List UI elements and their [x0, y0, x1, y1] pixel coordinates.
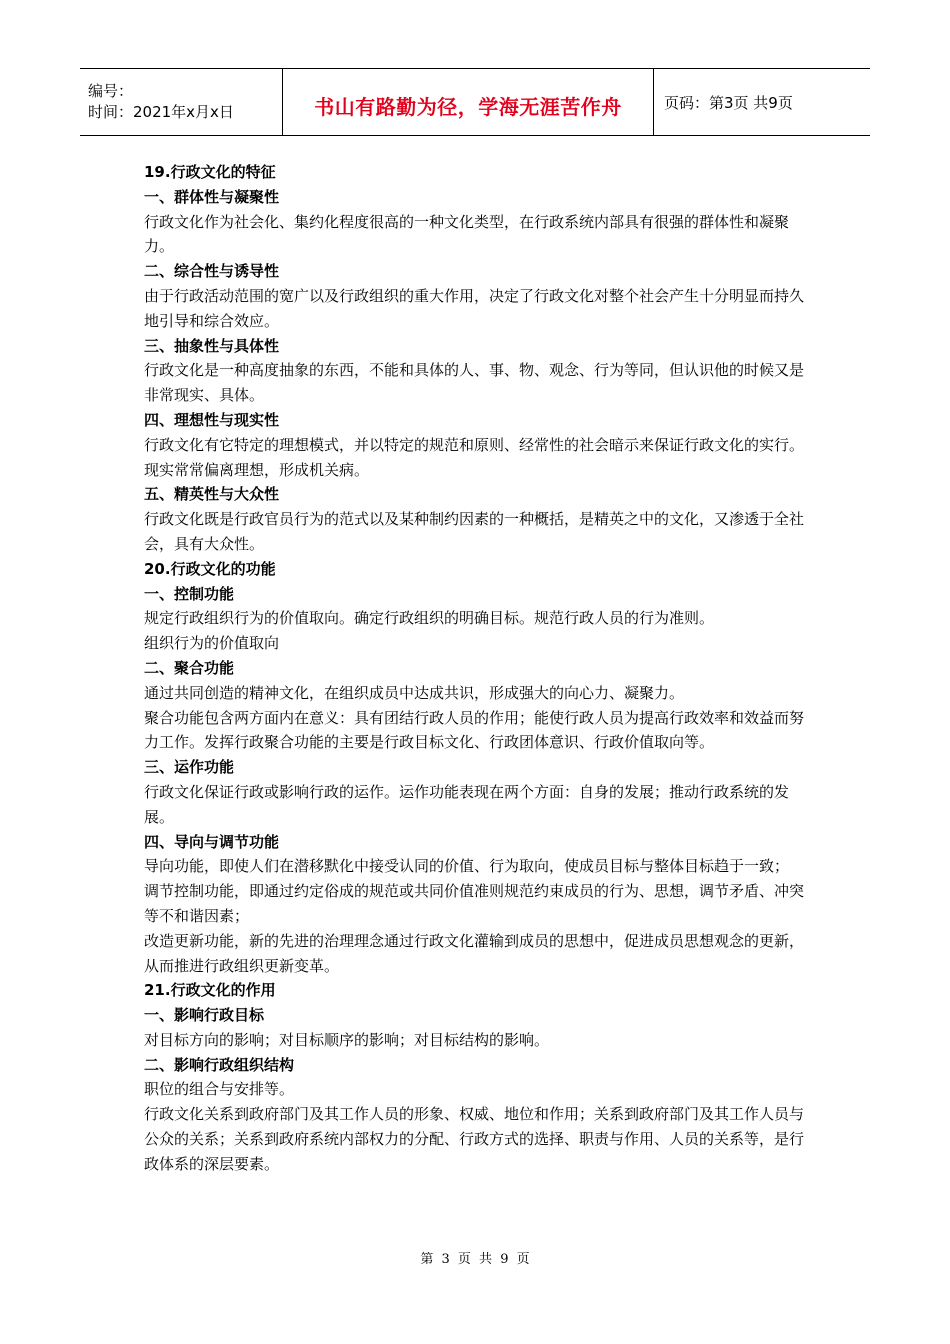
section-heading: 19.行政文化的特征	[144, 163, 276, 181]
section-heading: 三、抽象性与具体性	[144, 336, 280, 355]
paragraph: 通过共同创造的精神文化，在组织成员中达成共识，形成强大的向心力、凝聚力。	[144, 683, 685, 702]
section-heading: 四、理想性与现实性	[144, 410, 280, 429]
motto: 书山有路勤为径，学海无涯苦作舟	[314, 94, 622, 119]
paragraph: 由于行政活动范围的宽广以及行政组织的重大作用，决定了行政文化对整个社会产生十分明显而持久地引导和综合效应。	[144, 286, 805, 330]
header-page-info-cell	[654, 69, 870, 135]
section-heading: 一、群体性与凝聚性	[144, 187, 280, 206]
section-heading: 二、综合性与诱导性	[144, 262, 280, 281]
document-number-label: 编号：	[88, 82, 134, 100]
section-heading: 20.行政文化的功能	[144, 559, 276, 578]
section-heading: 五、精英性与大众性	[144, 485, 280, 504]
section-heading: 一、影响行政目标	[144, 1006, 265, 1025]
page-footer: 第 3 页 共 9 页	[420, 1252, 530, 1267]
section-heading: 21.行政文化的作用	[144, 981, 276, 1000]
paragraph: 导向功能，即使人们在潜移默化中接受认同的价值、行为取向，使成员目标与整体目标趋于一致；	[144, 857, 790, 876]
paragraph: 行政文化有它特定的理想模式，并以特定的规范和原则、经常性的社会暗示来保证行政文化的实行。现实常常偏离理想，形成机关病。	[144, 435, 805, 479]
header-meta	[80, 69, 282, 135]
paragraph: 行政文化既是行政官员行为的范式以及某种制约因素的一种概括，是精英之中的文化，又渗透于全社会，具有大众性。	[144, 510, 805, 553]
page-info: 页码：第3页 共9页	[664, 93, 793, 112]
paragraph: 行政文化关系到政府部门及其工作人员的形象、权威、地位和作用；关系到政府部门及其工作人员与公众的关系；关系到政府系统内部权力的分配、行政方式的选择、职责与作用、人员的关系等，是行政体系的深层要素。	[144, 1105, 805, 1173]
header-motto-cell	[282, 69, 654, 135]
paragraph: 组织行为的价值取向	[144, 634, 280, 653]
section-heading: 三、运作功能	[144, 758, 235, 777]
paragraph: 规定行政组织行为的价值取向。确定行政组织的明确目标。规范行政人员的行为准则。	[144, 609, 715, 628]
section-heading: 二、影响行政组织结构	[144, 1055, 295, 1074]
document-body	[144, 160, 814, 1177]
paragraph: 行政文化作为社会化、集约化程度很高的一种文化类型，在行政系统内部具有很强的群体性和凝聚力。	[144, 212, 790, 256]
paragraph: 行政文化保证行政或影响行政的运作。运作功能表现在两个方面：自身的发展；推动行政系统的发展。	[144, 782, 790, 826]
paragraph: 改造更新功能，新的先进的治理理念通过行政文化灌输到成员的思想中，促进成员思想观念的更新，从而推进行政组织更新变革。	[144, 931, 805, 975]
paragraph: 调节控制功能，即通过约定俗成的规范或共同价值准则规范约束成员的行为、思想，调节矛盾、冲突等不和谐因素；	[144, 882, 805, 925]
paragraph: 职位的组合与安排等。	[144, 1080, 295, 1099]
section-heading: 二、聚合功能	[144, 658, 235, 677]
document-date: 时间：2021年x月x日	[88, 103, 234, 121]
paragraph: 对目标方向的影响；对目标顺序的影响；对目标结构的影响。	[144, 1030, 550, 1049]
section-heading: 一、控制功能	[144, 584, 235, 603]
paragraph: 行政文化是一种高度抽象的东西，不能和具体的人、事、物、观念、行为等同，但认识他的时候又是非常现实、具体。	[144, 361, 805, 405]
section-heading: 四、导向与调节功能	[144, 832, 280, 851]
paragraph: 聚合功能包含两方面内在意义：具有团结行政人员的作用；能使行政人员为提高行政效率和效益而努力工作。发挥行政聚合功能的主要是行政目标文化、行政团体意识、行政价值取向等。	[144, 708, 805, 752]
page-header	[80, 68, 870, 136]
